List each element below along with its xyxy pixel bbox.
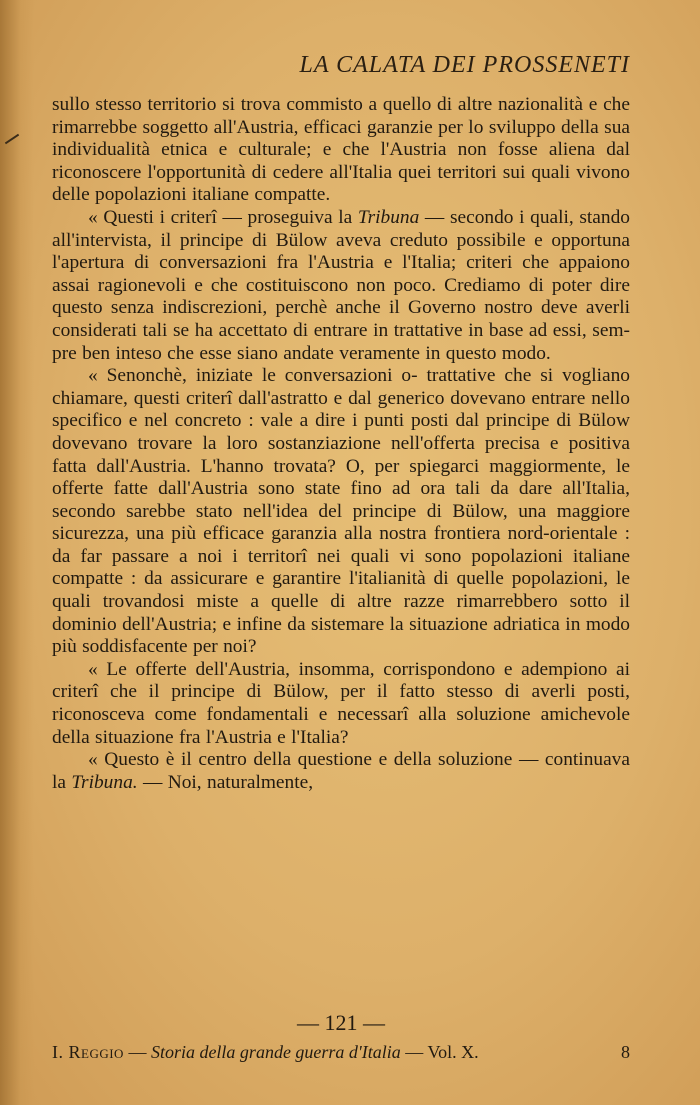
italic-text-run: Tribuna	[357, 206, 420, 228]
footer-signature-mark: 8	[621, 1042, 630, 1062]
signature-footer	[52, 1042, 630, 1063]
text-run: « Senonchè, iniziate le conversazioni o- trattative che si vogliano chiamare, questi criterî dall'astratto e dal generico dovevano entrare nello specifico e nel concreto : vale a dire i punti posti dal principe di Bülow dovevano trovare la loro sostanziazione nell'offerta precisa e positiva fatta dall'Austria. L'hanno trovata? O, per spiegarci maggiormente, le offerte fatte dall'Austria sono state fino ad ora tali da dare all'Italia, secondo sarebbe stato nell'idea del principe di Bülow, una maggiore sicurezza, una più efficace garanzia alla nostra frontiera nord-orientale : da far passare a noi i territorî nei quali vi sono popolazioni italiane compatte : da assicurare e garantire l'italianità di quelle popolazioni, le quali trovandosi miste a quelle di altre razze rimarrebbero sotto il dominio dell'Austria; e infine da sistemare la situazione adriatica in modo più soddisfacente per noi?	[52, 365, 630, 658]
paragraph-2	[52, 207, 630, 365]
text-run: sullo stesso territorio si trova commisto a quello di altre nazionalità e che rimarrebbe soggetto all'Austria, efficaci garanzie per lo sviluppo della sua individualità etnica e culturale; e che l'Austria non fosse aliena dal riconoscere l'opportunità di cedere all'Italia quei territori sui quali vivono delle popolazioni italiane compatte.	[52, 94, 630, 206]
paragraph-3	[52, 365, 630, 659]
running-head-title: LA CALATA DEI PROSSENETI	[299, 52, 630, 78]
footer-book-title: Storia della grande guerra d'Italia	[150, 1042, 401, 1062]
footer-author: I. Reggio	[52, 1042, 124, 1062]
page-number: — 121 —	[297, 1010, 385, 1035]
text-run: « Questi i criterî — proseguiva la	[88, 206, 358, 228]
footer-volume: Vol. X.	[427, 1042, 479, 1062]
paragraph-1	[52, 94, 630, 207]
footer-dash-1: —	[123, 1042, 151, 1062]
margin-pencil-mark	[5, 134, 19, 145]
text-run: — Noi, naturalmente,	[137, 771, 314, 793]
footer-dash-2: —	[400, 1042, 428, 1062]
body-text	[52, 94, 630, 794]
paragraph-4	[52, 659, 630, 749]
text-run: — secondo i quali, stando all'intervista, il principe di Bülow aveva creduto possibile e opportuna l'apertura di conversazioni fra l'Austria e l'Italia; criteri che appaiono assai ragionevoli e che costituiscono non poco. Crediamo di poter dire questo senza indiscrezioni, perchè anche il Governo nostro deve averli considerati tali se ha accettato di entrare in trattative in base ad essi, sempre ben inteso che esse siano andate veramente in questo modo.	[52, 206, 630, 364]
text-run: « Questo è il centro della questione e della soluzione — continuava la	[52, 749, 630, 793]
paragraph-5	[52, 749, 630, 794]
italic-text-run: Tribuna.	[71, 771, 138, 793]
text-run: « Le offerte dell'Austria, insomma, corrispondono e adempiono ai criterî che il principe di Bülow, per il fatto stesso di averli posti, riconosceva come fondamentali e necessarî alla soluzione amichevole della situazione fra l'Austria e l'Italia?	[52, 658, 630, 748]
footer-citation	[52, 1042, 479, 1063]
